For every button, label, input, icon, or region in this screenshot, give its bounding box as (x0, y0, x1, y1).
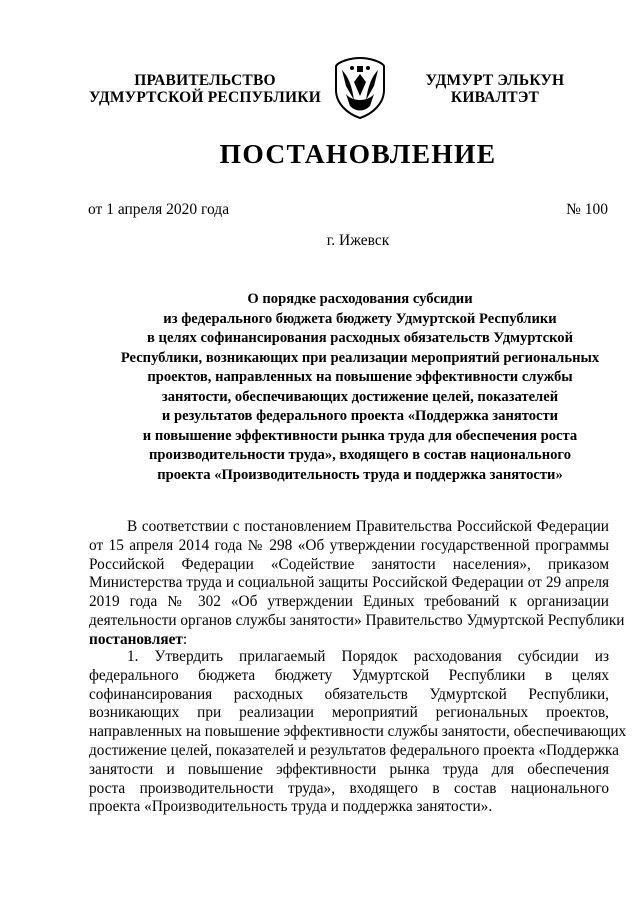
subject-line: занятости, обеспечивающих достижение целей, показателей (161, 388, 559, 405)
document-date: от 1 апреля 2020 года (88, 201, 230, 218)
document-subject (80, 290, 640, 485)
government-name-russian (88, 72, 322, 106)
government-name-udmurt (420, 72, 570, 106)
body-line: занятости и повышение эффективности рынка труда для обеспечения (89, 760, 609, 778)
decree-verb: постановляет (89, 630, 183, 648)
document-city: г. Ижевск (326, 232, 390, 249)
decree-verb-colon: : (182, 630, 188, 648)
body-line: направленных на повышение эффективности службы занятости, обеспечивающих (89, 723, 627, 741)
subject-line: Республики, возникающих при реализации мероприятий региональных (120, 349, 600, 366)
body-line: деятельности органов службы занятости» Правительство Удмуртской Республики (89, 611, 625, 629)
subject-line: в целях софинансирования расходных обязательств Удмуртской (147, 330, 573, 346)
subject-line: производительности труда», входящего в состав национального (149, 447, 571, 463)
body-line: Министерства труда и социальной защиты Российской Федерации от 29 апреля (89, 574, 609, 592)
clause-1-paragraph (89, 648, 627, 817)
subject-line: проекта «Производительность труда и поддержка занятости» (157, 466, 563, 483)
coat-of-arms-emblem-icon (332, 56, 388, 120)
subject-line: и результатов федерального проекта «Поддержка занятости (161, 408, 559, 424)
body-line: федерального бюджета бюджету Удмуртской Республики в целях (89, 666, 609, 684)
header-right-line: УДМУРТ ЭЛЬКУН (425, 72, 565, 89)
subject-line: из федерального бюджета бюджету Удмуртской Республики (163, 310, 557, 327)
subject-line: проектов, направленных на повышение эффективности службы (147, 369, 573, 385)
document-number: № 100 (566, 201, 608, 218)
header-right-line: КИВАЛТЭТ (450, 89, 540, 106)
preamble-paragraph (89, 518, 625, 650)
header-left-line: УДМУРТСКОЙ РЕСПУБЛИКИ (89, 89, 321, 106)
header-left-line: ПРАВИТЕЛЬСТВО (134, 72, 276, 89)
body-line: возникающих при реализации мероприятий региональных проектов, (89, 704, 609, 722)
body-line: достижение целей, показателей и результатов федерального проекта «Поддержка (89, 741, 619, 759)
body-line: проекта «Производительность труда и поддержка занятости». (89, 798, 493, 816)
body-line: Российской Федерации «Содействие занятости населения», приказом (89, 555, 609, 573)
document-title: ПОСТАНОВЛЕНИЕ (219, 138, 497, 169)
body-line: 2019 года № 302 «Об утверждении Единых требований к организации (89, 593, 609, 611)
body-line: роста производительности труда», входящего в состав национального (89, 779, 609, 797)
body-line: 1. Утвердить прилагаемый Порядок расходования субсидии из (127, 648, 609, 665)
decree-verb-line (89, 631, 609, 650)
subject-line: и повышение эффективности рынка труда для обеспечения роста (142, 427, 578, 444)
subject-line: О порядке расходования субсидии (247, 291, 473, 307)
body-line: от 15 апреля 2014 года № 298 «Об утверждении государственной программы (89, 536, 609, 554)
body-line: софинансирования расходных обязательств Удмуртской Республики, (89, 685, 609, 703)
body-line: В соответствии с постановлением Правительства Российской Федерации (127, 518, 609, 535)
